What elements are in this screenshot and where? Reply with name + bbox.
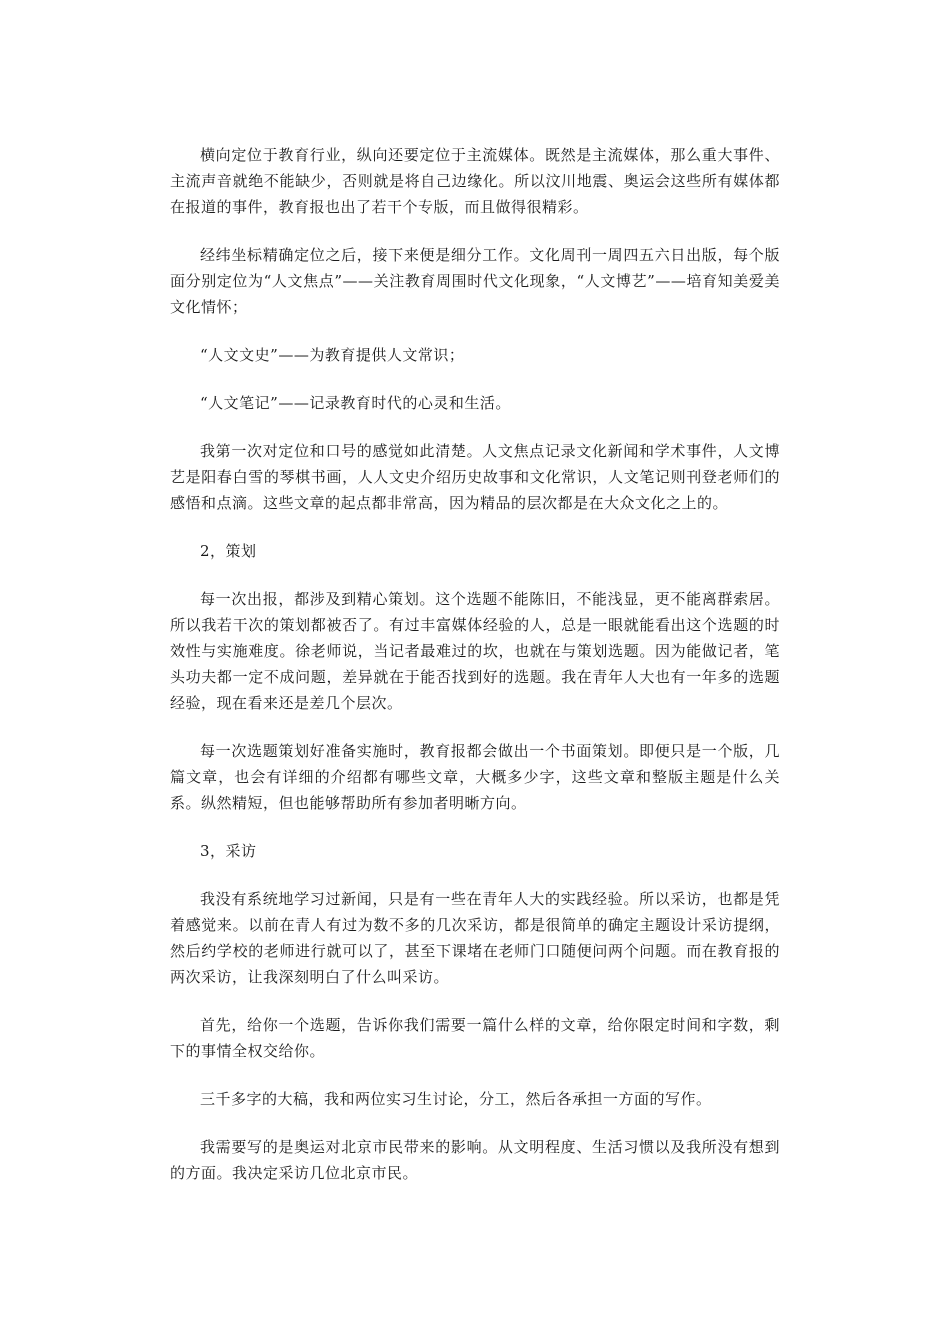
paragraph-subdivision: 经纬坐标精确定位之后，接下来便是细分工作。文化周刊一周四五六日出版，每个版面分别定位为“人文焦点”——关注教育周围时代文化现象，“人文博艺”——培育知美爱美文化情怀；	[170, 246, 780, 316]
paragraph-first-impression: 我第一次对定位和口号的感觉如此清楚。人文焦点记录文化新闻和学术事件，人文博艺是阳春白雪的琴棋书画，人人文史介绍历史故事和文化常识，人文笔记则刊登老师们的感悟和点滴。这些文章的起点都非常高，因为精品的层次都是在大众文化之上的。	[170, 442, 780, 512]
paragraph-renwen-wenshi: “人文文史”——为教育提供人文常识；	[200, 346, 465, 364]
paragraph-renwen-biji: “人文笔记”——记录教育时代的心灵和生活。	[200, 394, 511, 412]
paragraph-interview-4: 我需要写的是奥运对北京市民带来的影响。从文明程度、生活习惯以及我所没有想到的方面。我决定采访几位北京市民。	[170, 1138, 780, 1182]
paragraph-interview-1: 我没有系统地学习过新闻，只是有一些在青年人大的实践经验。所以采访，也都是凭着感觉来。以前在青人有过为数不多的几次采访，都是很简单的确定主题设计采访提纲，然后约学校的老师进行就可以了，甚至下课堵在老师门口随便问两个问题。而在教育报的两次采访，让我深刻明白了什么叫采访。	[170, 890, 780, 986]
section-heading-planning: 2，策划	[200, 542, 257, 560]
section-heading-interview: 3，采访	[200, 842, 257, 860]
document-page	[170, 142, 780, 1208]
paragraph-planning-2: 每一次选题策划好准备实施时，教育报都会做出一个书面策划。即便只是一个版，几篇文章，也会有详细的介绍都有哪些文章，大概多少字，这些文章和整版主题是什么关系。纵然精短，但也能够帮助所有参加者明晰方向。	[170, 742, 780, 812]
paragraph-interview-2: 首先，给你一个选题，告诉你我们需要一篇什么样的文章，给你限定时间和字数，剩下的事情全权交给你。	[170, 1016, 780, 1060]
paragraph-interview-3: 三千多字的大稿，我和两位实习生讨论，分工，然后各承担一方面的写作。	[200, 1090, 712, 1108]
paragraph-positioning: 横向定位于教育行业，纵向还要定位于主流媒体。既然是主流媒体，那么重大事件、主流声音就绝不能缺少，否则就是将自己边缘化。所以汶川地震、奥运会这些所有媒体都在报道的事件，教育报也出了若干个专版，而且做得很精彩。	[170, 146, 780, 216]
paragraph-planning-1: 每一次出报，都涉及到精心策划。这个选题不能陈旧，不能浅显，更不能离群索居。所以我若干次的策划都被否了。有过丰富媒体经验的人，总是一眼就能看出这个选题的时效性与实施难度。徐老师说，当记者最难过的坎，也就在与策划选题。因为能做记者，笔头功夫都一定不成问题，差异就在于能否找到好的选题。我在青年人大也有一年多的选题经验，现在看来还是差几个层次。	[170, 590, 780, 712]
